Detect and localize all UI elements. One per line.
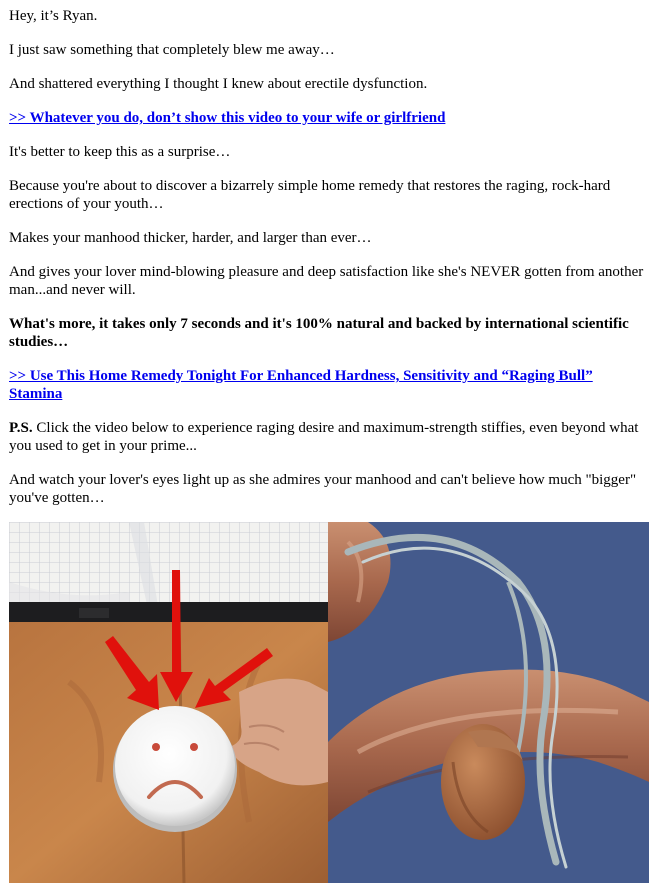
body-line-4: Because you're about to discover a bizarrely simple home remedy that restores the raging, rock-hard erections of your youth…	[9, 178, 611, 212]
bold-claim: What's more, it takes only 7 seconds and it's 100% natural and backed by international scientific studies…	[9, 316, 629, 350]
intro-line: I just saw something that completely blew me away…	[9, 42, 335, 58]
anatomy-illustration-art	[328, 522, 649, 883]
image-row[interactable]	[9, 522, 649, 883]
video-link-1[interactable]: >> Whatever you do, don’t show this video to your wife or girlfriend	[9, 110, 446, 126]
body-line-6: And gives your lover mind-blowing pleasure and deep satisfaction like she's NEVER gotten from another man...and never will.	[9, 264, 644, 298]
ps-paragraph	[9, 419, 649, 455]
link-paragraph-2	[9, 367, 649, 403]
video-link-2[interactable]: >> Use This Home Remedy Tonight For Enhanced Hardness, Sensitivity and “Raging Bull” Stamina	[9, 368, 593, 402]
link-paragraph-1	[9, 109, 649, 127]
anatomy-illustration[interactable]	[328, 522, 649, 883]
sad-face-photo[interactable]	[9, 522, 328, 883]
intro-line-2: And shattered everything I thought I knew about erectile dysfunction.	[9, 76, 428, 92]
greeting-text: Hey, it’s Ryan.	[9, 8, 98, 24]
body-line-5: Makes your manhood thicker, harder, and larger than ever…	[9, 230, 372, 246]
sad-face-photo-art	[9, 522, 328, 883]
closing-line: And watch your lover's eyes light up as she admires your manhood and can't believe how much "bigger" you've gotten…	[9, 472, 637, 506]
ps-label: P.S.	[9, 420, 33, 436]
body-line-3: It's better to keep this as a surprise…	[9, 144, 231, 160]
ps-text: Click the video below to experience raging desire and maximum-strength stiffies, even beyond what you used to get in your prime...	[9, 420, 639, 454]
